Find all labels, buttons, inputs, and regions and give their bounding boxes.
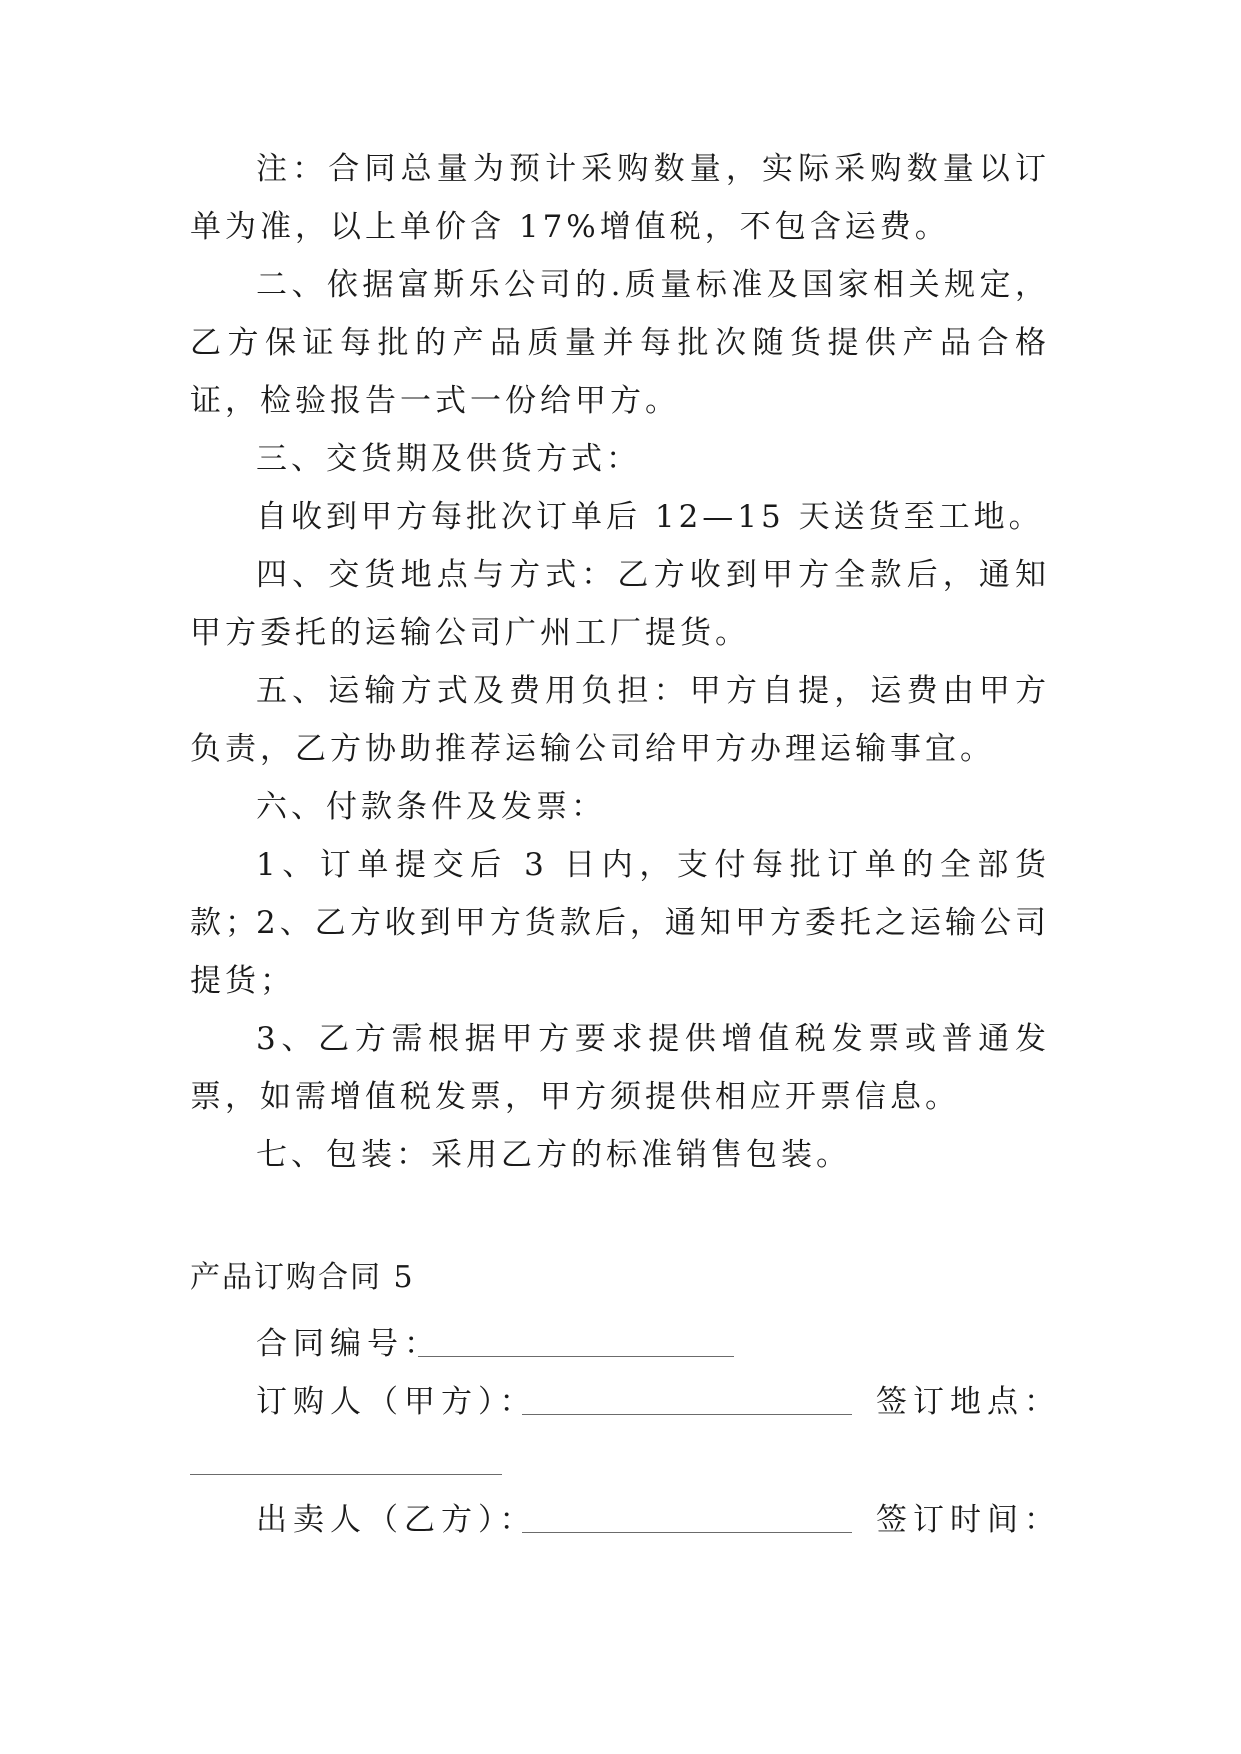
seller-blank	[522, 1532, 852, 1533]
contract-no-blank	[418, 1356, 734, 1357]
note-paragraph: 注：合同总量为预计采购数量，实际采购数量以订单为准，以上单价含 17%增值税，不包含运费。	[190, 151, 1050, 245]
clause-5-paragraph: 五、运输方式及费用负担：甲方自提，运费由甲方负责，乙方协助推荐运输公司给甲方办理运输事宜。	[190, 673, 1050, 767]
clause-7-paragraph: 七、包装：采用乙方的标准销售包装。	[256, 1137, 851, 1173]
seller-label: 出卖人（乙方）：	[256, 1502, 537, 1538]
clause-4-paragraph: 四、交货地点与方式：乙方收到甲方全款后，通知甲方委托的运输公司广州工厂提货。	[190, 557, 1050, 651]
buyer-blank	[522, 1414, 852, 1415]
clause-6-item-3: 3、乙方需根据甲方要求提供增值税发票或普通发票，如需增值税发票，甲方须提供相应开票信息。	[190, 1021, 1050, 1115]
clause-6-item-1: 1、订单提交后 3 日内，支付每批订单的全部货款；	[190, 847, 1050, 941]
clause-2-paragraph: 二、依据富斯乐公司的.质量标准及国家相关规定，乙方保证每批的产品质量并每批次随货提供产品合格证，检验报告一式一份给甲方。	[190, 267, 1050, 419]
buyer-label: 订购人（甲方）：	[256, 1384, 537, 1420]
clause-3-heading: 三、交货期及供货方式：	[256, 441, 641, 477]
section-title: 产品订购合同 5	[190, 1260, 415, 1295]
clause-6-item-2: 2、乙方收到甲方货款后，通知甲方委托之运输公司提货；	[190, 905, 1050, 999]
sign-place-label: 签订地点：	[876, 1384, 1061, 1420]
clause-3-detail: 自收到甲方每批次订单后 12—15 天送货至工地。	[256, 499, 1044, 535]
sign-time-label: 签订时间：	[876, 1502, 1061, 1538]
clause-6-heading: 六、付款条件及发票：	[256, 789, 606, 825]
contract-no-label: 合同编号：	[256, 1326, 441, 1362]
sign-place-blank	[190, 1474, 502, 1475]
